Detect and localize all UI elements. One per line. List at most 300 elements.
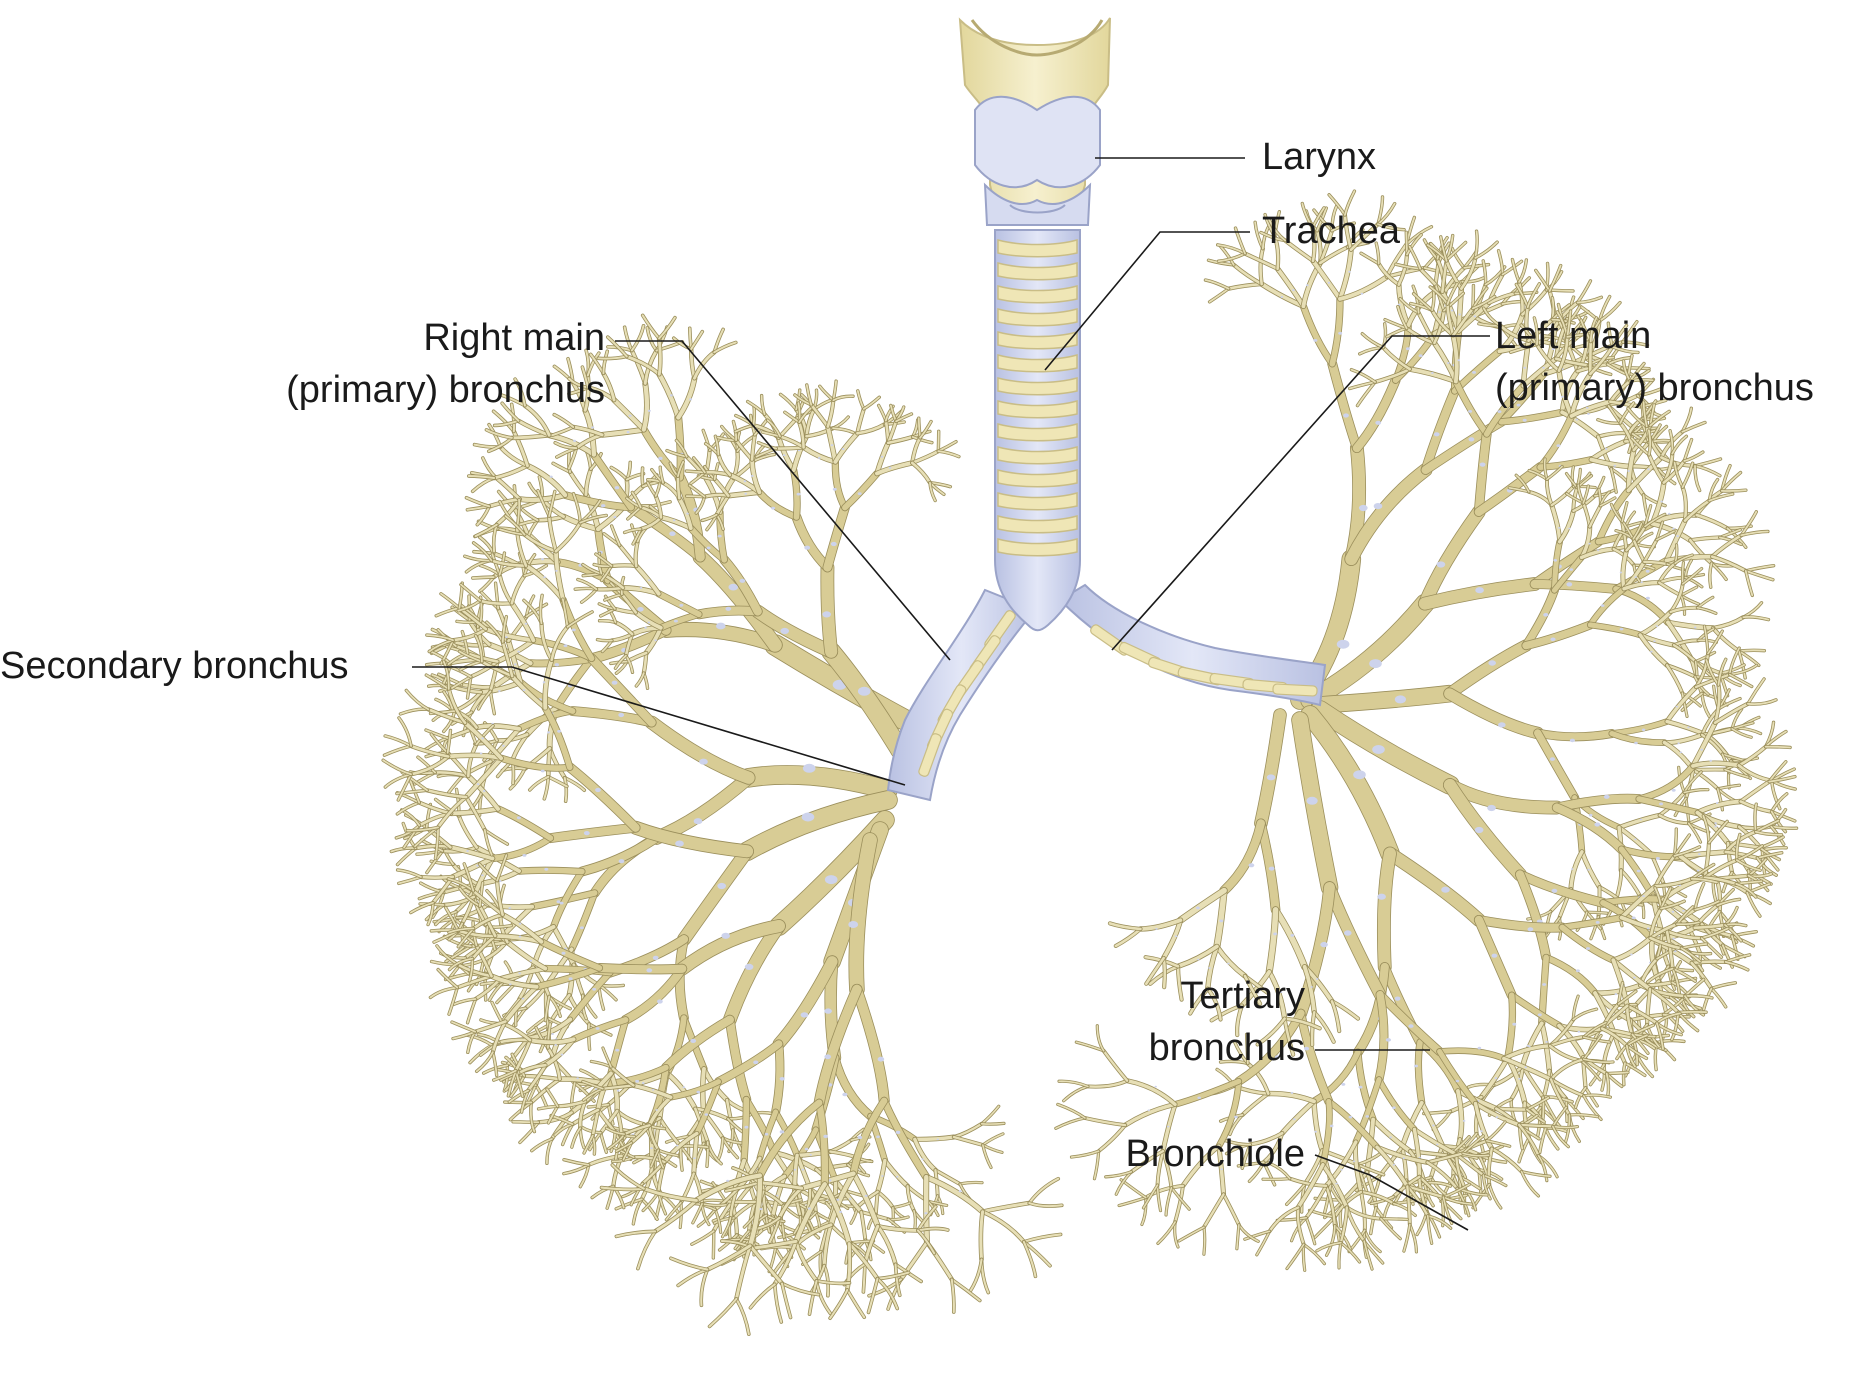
branch-mucosa-patch bbox=[716, 623, 726, 630]
branch-mucosa-patch bbox=[557, 730, 561, 733]
branch-mucosa-patch bbox=[881, 456, 884, 458]
bronchial-branch bbox=[1607, 1072, 1628, 1073]
branch-mucosa-patch bbox=[1627, 470, 1630, 472]
bronchial-branch bbox=[1204, 1227, 1205, 1254]
bronchial-branch bbox=[1479, 434, 1487, 512]
bronchial-branch bbox=[1693, 770, 1717, 789]
bronchial-branch bbox=[684, 851, 747, 939]
branch-mucosa-patch bbox=[1431, 372, 1434, 374]
branch-mucosa-patch bbox=[1359, 1086, 1363, 1089]
bronchial-branch bbox=[1683, 563, 1684, 584]
branch-mucosa-patch bbox=[1543, 613, 1548, 617]
bronchial-branch bbox=[1450, 694, 1538, 733]
branch-mucosa-patch bbox=[1372, 745, 1385, 754]
branch-mucosa-patch bbox=[780, 1077, 785, 1081]
bronchial-branch bbox=[1616, 589, 1668, 622]
branch-mucosa-patch bbox=[555, 663, 559, 666]
branch-mucosa-patch bbox=[1566, 582, 1572, 586]
branch-mucosa-patch bbox=[1463, 1120, 1466, 1122]
branch-mucosa-patch bbox=[679, 604, 683, 607]
bronchial-branch bbox=[1622, 503, 1627, 522]
bronchial-branch bbox=[636, 828, 747, 852]
branch-mucosa-patch bbox=[1556, 444, 1560, 447]
bronchial-branch bbox=[498, 809, 550, 838]
bronchial-branch bbox=[920, 421, 931, 437]
bronchial-branch bbox=[1741, 782, 1770, 802]
branch-mucosa-patch bbox=[858, 687, 871, 696]
bronchial-branch bbox=[1748, 679, 1764, 704]
branch-mucosa-patch bbox=[780, 1130, 785, 1133]
bronchial-branch bbox=[691, 332, 702, 349]
branch-mucosa-patch bbox=[771, 507, 775, 510]
bronchial-branch bbox=[1384, 854, 1390, 968]
bronchial-branch bbox=[384, 746, 411, 755]
bronchial-branch bbox=[1562, 927, 1613, 960]
bronchial-branch bbox=[616, 622, 633, 634]
branch-mucosa-patch bbox=[483, 790, 486, 792]
branch-mucosa-patch bbox=[1687, 726, 1689, 728]
bronchial-branch bbox=[1121, 1180, 1146, 1198]
bronchial-branch bbox=[492, 1002, 503, 1023]
branch-mucosa-patch bbox=[1676, 535, 1679, 537]
bronchial-branch bbox=[779, 962, 832, 1044]
bronchial-branch bbox=[1766, 747, 1790, 748]
bronchial-branch bbox=[983, 1203, 1030, 1212]
branch-mucosa-patch bbox=[824, 1008, 832, 1013]
branch-mucosa-patch bbox=[618, 713, 624, 717]
bronchial-branch bbox=[523, 510, 538, 520]
branch-mucosa-patch bbox=[1646, 597, 1650, 600]
bronchial-branch bbox=[749, 775, 888, 790]
branch-mucosa-patch bbox=[805, 1148, 809, 1151]
branch-mucosa-patch bbox=[1314, 1131, 1317, 1133]
bronchial-branch bbox=[1330, 887, 1381, 994]
branch-mucosa-patch bbox=[655, 1109, 657, 1111]
branch-mucosa-patch bbox=[1634, 838, 1636, 840]
bronchial-branch bbox=[552, 427, 573, 435]
branch-mucosa-patch bbox=[1552, 889, 1558, 893]
branch-mucosa-patch bbox=[1395, 997, 1401, 1001]
branch-mucosa-patch bbox=[690, 1039, 696, 1043]
branch-mucosa-patch bbox=[555, 570, 558, 572]
bronchial-branch bbox=[426, 905, 443, 920]
branch-mucosa-patch bbox=[1369, 659, 1382, 668]
branch-mucosa-patch bbox=[646, 968, 652, 972]
bronchial-branch bbox=[753, 406, 754, 425]
bronchial-branch bbox=[1314, 1101, 1322, 1150]
branch-mucosa-patch bbox=[818, 457, 821, 459]
branch-mucosa-patch bbox=[591, 426, 594, 428]
branch-mucosa-patch bbox=[896, 1131, 901, 1134]
bronchial-branch bbox=[878, 1192, 893, 1208]
bronchial-branch bbox=[614, 400, 644, 430]
branch-mucosa-patch bbox=[1545, 1041, 1548, 1043]
bronchial-branch bbox=[1210, 289, 1229, 302]
branch-mucosa-patch bbox=[1148, 1109, 1150, 1111]
bronchial-branch bbox=[954, 1124, 982, 1137]
bronchial-branch bbox=[659, 318, 675, 339]
branch-mucosa-patch bbox=[1375, 421, 1381, 425]
branch-mucosa-patch bbox=[699, 759, 708, 765]
branch-mucosa-patch bbox=[1550, 638, 1555, 642]
branch-mucosa-patch bbox=[1647, 927, 1650, 929]
branch-mucosa-patch bbox=[1558, 527, 1560, 529]
branch-mucosa-patch bbox=[1635, 576, 1637, 578]
bronchial-branch bbox=[781, 394, 797, 409]
branch-mucosa-patch bbox=[1597, 549, 1599, 551]
branch-mucosa-patch bbox=[1620, 628, 1624, 631]
bronchial-branch bbox=[582, 589, 597, 602]
branch-mucosa-patch bbox=[1432, 1125, 1435, 1127]
bronchial-branch bbox=[570, 472, 586, 494]
branch-mucosa-patch bbox=[740, 579, 746, 583]
branch-mucosa-patch bbox=[1568, 528, 1570, 530]
bronchial-branch bbox=[580, 1128, 584, 1148]
branch-mucosa-patch bbox=[601, 504, 605, 507]
branch-mucosa-patch bbox=[1472, 371, 1476, 374]
bronchial-branch bbox=[602, 430, 644, 435]
branch-mucosa-patch bbox=[522, 998, 525, 1000]
bronchial-branch bbox=[554, 415, 573, 427]
branch-mucosa-patch bbox=[823, 1135, 828, 1138]
branch-mucosa-patch bbox=[481, 737, 484, 739]
branch-mucosa-patch bbox=[1677, 742, 1679, 744]
branch-mucosa-patch bbox=[652, 1089, 654, 1091]
branch-mucosa-patch bbox=[822, 611, 831, 617]
bronchial-branch bbox=[643, 315, 659, 338]
branch-mucosa-patch bbox=[525, 623, 528, 625]
bronchial-branch bbox=[449, 988, 457, 1015]
branch-mucosa-patch bbox=[658, 457, 662, 460]
branch-mucosa-patch bbox=[726, 1180, 729, 1182]
bronchial-branch bbox=[1590, 589, 1624, 625]
bronchial-branch bbox=[611, 1020, 626, 1074]
branch-mucosa-patch bbox=[1642, 895, 1645, 897]
branch-mucosa-patch bbox=[522, 854, 526, 857]
branch-mucosa-patch bbox=[831, 542, 837, 546]
branch-mucosa-patch bbox=[466, 850, 469, 852]
bronchial-branch bbox=[452, 1022, 475, 1032]
branch-mucosa-patch bbox=[744, 1126, 748, 1129]
bronchial-branch bbox=[1119, 1198, 1146, 1206]
branch-mucosa-patch bbox=[1594, 822, 1600, 826]
branch-mucosa-patch bbox=[635, 1080, 639, 1083]
bronchial-branch bbox=[1678, 1012, 1706, 1013]
branch-mucosa-patch bbox=[707, 547, 711, 550]
branch-mucosa-patch bbox=[1672, 789, 1676, 792]
branch-mucosa-patch bbox=[1647, 468, 1650, 470]
bronchial-branch bbox=[853, 1174, 877, 1227]
branch-mucosa-patch bbox=[676, 1145, 678, 1147]
bronchial-branch bbox=[830, 1140, 851, 1151]
bronchial-branch bbox=[885, 1161, 908, 1187]
bronchial-branch bbox=[1739, 650, 1764, 651]
branch-mucosa-patch bbox=[1408, 1024, 1413, 1028]
branch-mucosa-patch bbox=[1234, 1116, 1238, 1119]
branch-mucosa-patch bbox=[1650, 651, 1652, 653]
branch-mucosa-patch bbox=[1672, 911, 1675, 913]
bronchial-branch-outline bbox=[1029, 1179, 1058, 1203]
branch-mucosa-patch bbox=[1366, 1115, 1370, 1118]
branch-mucosa-patch bbox=[1576, 969, 1580, 972]
bronchial-branch bbox=[601, 1133, 607, 1152]
bronchial-branch bbox=[954, 1137, 983, 1145]
bronchial-branch bbox=[385, 736, 411, 746]
branch-mucosa-patch bbox=[1698, 853, 1701, 855]
bronchial-branch bbox=[1332, 299, 1340, 364]
branch-mucosa-patch bbox=[1359, 505, 1368, 511]
bronchial-branch bbox=[847, 1290, 864, 1317]
branch-mucosa-patch bbox=[1641, 582, 1643, 584]
branch-mucosa-patch bbox=[759, 1208, 762, 1210]
branch-mucosa-patch bbox=[1523, 419, 1527, 422]
branch-mucosa-patch bbox=[858, 492, 862, 495]
branch-mucosa-patch bbox=[1293, 1118, 1296, 1120]
branch-mucosa-patch bbox=[1571, 868, 1573, 870]
bronchial-branch bbox=[820, 386, 834, 400]
bronchial-branch bbox=[1380, 995, 1439, 1052]
branch-mucosa-patch bbox=[848, 921, 858, 928]
branch-mucosa-patch bbox=[801, 1012, 809, 1017]
bronchial-branch bbox=[744, 1100, 746, 1161]
branch-mucosa-patch bbox=[839, 1211, 842, 1213]
branch-mucosa-patch bbox=[1596, 921, 1600, 924]
bronchial-branch bbox=[1313, 261, 1340, 299]
bronchial-branch bbox=[1243, 1094, 1269, 1115]
branch-mucosa-patch bbox=[1281, 296, 1284, 298]
branch-mucosa-patch bbox=[1393, 1164, 1395, 1166]
bronchial-branch bbox=[726, 1201, 755, 1202]
branch-mucosa-patch bbox=[1434, 432, 1440, 436]
branch-mucosa-patch bbox=[783, 454, 786, 456]
bronchial-branch bbox=[441, 594, 459, 608]
bronchial-branch bbox=[473, 577, 494, 578]
branch-mucosa-patch bbox=[530, 960, 533, 962]
branch-mucosa-patch bbox=[729, 584, 739, 591]
branch-mucosa-patch bbox=[889, 467, 892, 469]
branch-mucosa-patch bbox=[654, 639, 657, 641]
branch-mucosa-patch bbox=[1392, 1106, 1396, 1109]
branch-mucosa-patch bbox=[1328, 282, 1331, 284]
branch-mucosa-patch bbox=[569, 977, 573, 980]
bronchial-branch bbox=[512, 676, 545, 708]
bronchial-branch bbox=[1204, 1194, 1224, 1227]
bronchial-branch bbox=[1535, 584, 1616, 589]
branch-mucosa-patch bbox=[564, 644, 568, 647]
branch-mucosa-patch bbox=[1353, 1161, 1355, 1163]
branch-mucosa-patch bbox=[718, 535, 722, 538]
branch-mucosa-patch bbox=[1604, 795, 1610, 799]
bronchial-branch bbox=[547, 1089, 558, 1106]
bronchial-branch bbox=[1512, 995, 1559, 1025]
branch-mucosa-patch bbox=[1338, 332, 1342, 335]
branch-mucosa-patch bbox=[619, 859, 625, 863]
bronchial-branch bbox=[576, 435, 602, 448]
branch-mucosa-patch bbox=[1660, 501, 1663, 503]
branch-mucosa-patch bbox=[541, 558, 544, 560]
bronchial-branch bbox=[1287, 1244, 1304, 1268]
branch-mucosa-patch bbox=[1586, 947, 1590, 950]
branch-mucosa-patch bbox=[670, 394, 673, 396]
branch-mucosa-patch bbox=[1480, 1130, 1482, 1132]
branch-mucosa-patch bbox=[1620, 572, 1622, 574]
branch-mucosa-patch bbox=[865, 1195, 868, 1197]
branch-mucosa-patch bbox=[613, 516, 616, 518]
branch-mucosa-patch bbox=[1656, 625, 1658, 627]
bronchial-branch bbox=[519, 870, 582, 871]
bronchial-branch bbox=[1538, 733, 1575, 798]
branch-mucosa-patch bbox=[519, 923, 522, 925]
branch-mucosa-patch bbox=[831, 444, 834, 446]
branch-mucosa-patch bbox=[1438, 311, 1441, 313]
branch-mucosa-patch bbox=[753, 1061, 758, 1065]
branch-mucosa-patch bbox=[657, 999, 663, 1003]
branch-mucosa-patch bbox=[514, 663, 517, 665]
branch-mucosa-patch bbox=[1642, 729, 1646, 732]
branch-mucosa-patch bbox=[1197, 1097, 1201, 1100]
branch-mucosa-patch bbox=[1456, 1080, 1460, 1083]
bronchial-branch bbox=[981, 1212, 983, 1260]
branch-mucosa-patch bbox=[596, 1027, 600, 1030]
branch-mucosa-patch bbox=[627, 431, 630, 433]
bronchial-branch bbox=[1179, 1227, 1204, 1241]
bronchial-branch bbox=[659, 594, 699, 615]
bronchial-branch bbox=[692, 1231, 714, 1244]
branch-mucosa-patch bbox=[1447, 362, 1450, 364]
bronchial-branch bbox=[811, 405, 828, 427]
branch-mucosa-patch bbox=[648, 622, 651, 624]
branch-mucosa-patch bbox=[543, 576, 546, 578]
branch-mucosa-patch bbox=[592, 988, 596, 991]
bronchial-branch bbox=[1746, 571, 1773, 580]
branch-mucosa-patch bbox=[1615, 993, 1618, 995]
branch-mucosa-patch bbox=[1676, 706, 1678, 708]
branch-mucosa-patch bbox=[896, 1176, 898, 1178]
branch-mucosa-patch bbox=[694, 818, 703, 824]
branch-mucosa-patch bbox=[1716, 802, 1719, 804]
branch-mucosa-patch bbox=[1614, 465, 1617, 467]
bronchial-branch bbox=[1538, 733, 1612, 737]
branch-mucosa-patch bbox=[1389, 1136, 1392, 1138]
branch-mucosa-patch bbox=[1653, 640, 1655, 642]
branch-mucosa-patch bbox=[833, 488, 837, 491]
branch-mucosa-patch bbox=[550, 476, 553, 478]
branch-mucosa-patch bbox=[1498, 722, 1506, 727]
branch-mucosa-patch bbox=[674, 620, 678, 623]
branch-mucosa-patch bbox=[543, 681, 546, 683]
branch-mucosa-patch bbox=[480, 753, 483, 755]
branch-mucosa-patch bbox=[653, 956, 659, 960]
branch-mucosa-patch bbox=[1496, 1116, 1498, 1118]
branch-mucosa-patch bbox=[858, 1136, 863, 1139]
bronchial-branch bbox=[982, 1123, 1004, 1124]
branch-mucosa-patch bbox=[1492, 954, 1498, 958]
bronchial-branch bbox=[759, 492, 796, 517]
bronchial-branch bbox=[1739, 747, 1766, 766]
branch-mucosa-patch bbox=[1341, 1083, 1345, 1086]
branch-mucosa-patch bbox=[595, 788, 601, 792]
branch-mucosa-patch bbox=[1633, 977, 1636, 979]
branch-mucosa-patch bbox=[1601, 604, 1605, 607]
branch-mucosa-patch bbox=[1436, 1144, 1438, 1146]
bronchial-branch bbox=[659, 374, 678, 417]
branch-mucosa-patch bbox=[523, 689, 526, 691]
bronchial-branch bbox=[719, 1044, 779, 1082]
branch-mucosa-patch bbox=[644, 627, 647, 629]
branch-mucosa-patch bbox=[1469, 437, 1475, 441]
branch-mucosa-patch bbox=[561, 1054, 564, 1056]
branch-mucosa-patch bbox=[1512, 1023, 1516, 1026]
bronchial-branch bbox=[864, 397, 879, 409]
branch-mucosa-patch bbox=[1554, 559, 1558, 562]
branch-mucosa-patch bbox=[1578, 1031, 1581, 1033]
bronchial-branch bbox=[710, 1299, 737, 1327]
branch-mucosa-patch bbox=[1672, 938, 1675, 940]
bronchial-branch bbox=[599, 968, 682, 969]
branch-mucosa-patch bbox=[751, 475, 754, 477]
branch-mucosa-patch bbox=[744, 480, 747, 482]
branch-mucosa-patch bbox=[842, 1093, 847, 1097]
bronchial-branch bbox=[1450, 646, 1526, 694]
bronchial-branch bbox=[776, 1044, 780, 1112]
bronchial-branch bbox=[1659, 583, 1681, 596]
branch-mucosa-patch bbox=[1680, 752, 1682, 754]
branch-mucosa-patch bbox=[1588, 543, 1590, 545]
branch-mucosa-patch bbox=[1672, 528, 1675, 530]
bronchial-branch bbox=[1175, 1081, 1239, 1104]
branch-mucosa-patch bbox=[1640, 819, 1642, 821]
branch-mucosa-patch bbox=[1403, 1157, 1405, 1159]
branch-mucosa-patch bbox=[1414, 1065, 1418, 1068]
bronchial-branch bbox=[1591, 460, 1630, 467]
branch-mucosa-patch bbox=[849, 1198, 851, 1200]
branch-mucosa-patch bbox=[547, 731, 550, 733]
branch-mucosa-patch bbox=[584, 831, 590, 835]
branch-mucosa-patch bbox=[518, 972, 521, 974]
branch-mucosa-patch bbox=[1538, 1013, 1542, 1016]
branch-mucosa-patch bbox=[481, 874, 484, 876]
branch-mucosa-patch bbox=[1330, 1125, 1334, 1128]
branch-mucosa-patch bbox=[554, 1044, 557, 1046]
branch-mucosa-patch bbox=[802, 1169, 804, 1171]
bronchial-branch bbox=[1357, 380, 1396, 448]
branch-mucosa-patch bbox=[502, 745, 505, 747]
branch-mucosa-patch bbox=[551, 1033, 554, 1035]
bronchial-branch bbox=[1692, 962, 1726, 963]
branch-mucosa-patch bbox=[1589, 814, 1593, 817]
branch-mucosa-patch bbox=[836, 1199, 839, 1201]
branch-mucosa-patch bbox=[1458, 314, 1461, 316]
branch-mucosa-patch bbox=[1307, 797, 1318, 805]
branch-mucosa-patch bbox=[1340, 1169, 1342, 1171]
branch-mucosa-patch bbox=[576, 1077, 579, 1079]
bronchial-branch bbox=[1591, 441, 1625, 459]
bronchial-branch bbox=[1644, 540, 1657, 562]
bronchial-branch bbox=[1697, 597, 1712, 607]
branch-mucosa-patch bbox=[1576, 419, 1579, 421]
branch-mucosa-patch bbox=[1488, 660, 1496, 665]
branch-mucosa-patch bbox=[765, 1133, 769, 1136]
bronchial-branch bbox=[1697, 515, 1728, 528]
bronchial-branch bbox=[1582, 852, 1600, 887]
branch-mucosa-patch bbox=[580, 926, 584, 929]
bronchial-branch bbox=[659, 338, 660, 374]
bronchial-branch bbox=[1381, 1219, 1407, 1220]
branch-mucosa-patch bbox=[1335, 1183, 1337, 1185]
branch-mucosa-patch bbox=[825, 875, 838, 884]
branch-mucosa-patch bbox=[1441, 887, 1450, 893]
bronchial-branch bbox=[1695, 459, 1721, 466]
